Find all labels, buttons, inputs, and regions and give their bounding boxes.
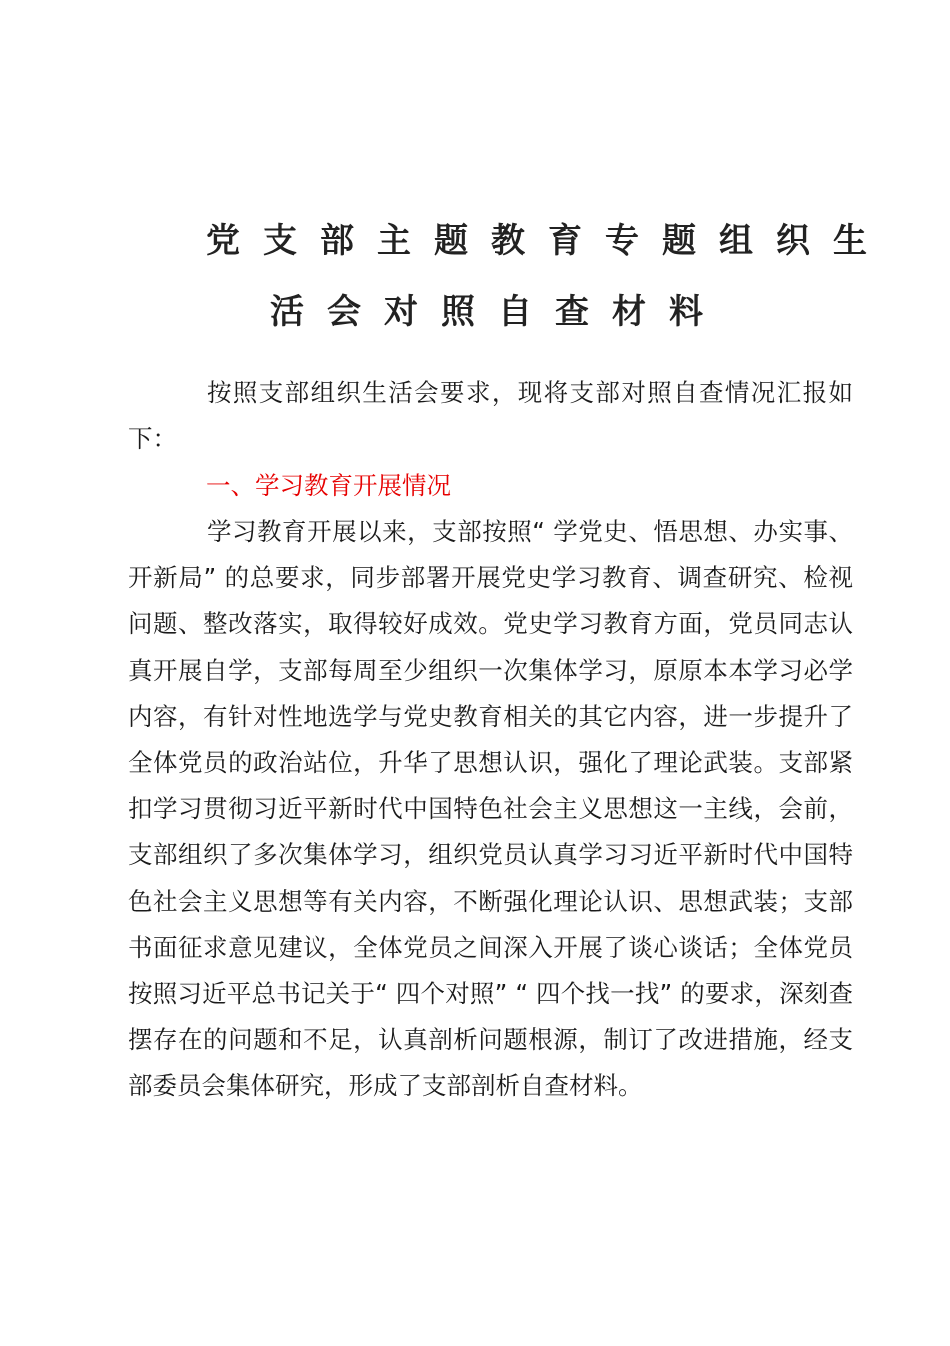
intro-paragraph: 按照支部组织生活会要求，现将支部对照自查情况汇报如下： (128, 378, 853, 454)
section-heading-1: 一、学习教育开展情况 (206, 471, 451, 500)
document-title-line-2: 活会对照自查材料 (270, 292, 726, 332)
section-1-paragraph: 学习教育开展以来，支部按照“ 学党史、悟思想、办实事、开新局” 的总要求，同步部署开展党史学习教育、调查研究、检视问题、整改落实，取得较好成效。党史学习教育方面，党员同志认真开展自学，支部每周至少组织一次集体学习，原原本本学习必学内容，有针对性地选学与党史教育相关的其它内容，进一步提升了全体党员的政治站位，升华了思想认识，强化了理论武装。支部紧扣学习贯彻习近平新时代中国特色社会主义思想这一主线，会前，支部组织了多次集体学习，组织党员认真学习习近平新时代中国特色社会主义思想等有关内容，不断强化理论认识、思想武装；支部书面征求意见建议，全体党员之间深入开展了谈心谈话；全体党员按照习近平总书记关于“ 四个对照” “ 四个找一找” 的要求，深刻查摆存在的问题和不足，认真剖析问题根源，制订了改进措施，经支部委员会集体研究，形成了支部剖析自查材料。 (128, 517, 853, 1101)
document-title-line-1: 党支部主题教育专题组织生 (206, 221, 890, 261)
